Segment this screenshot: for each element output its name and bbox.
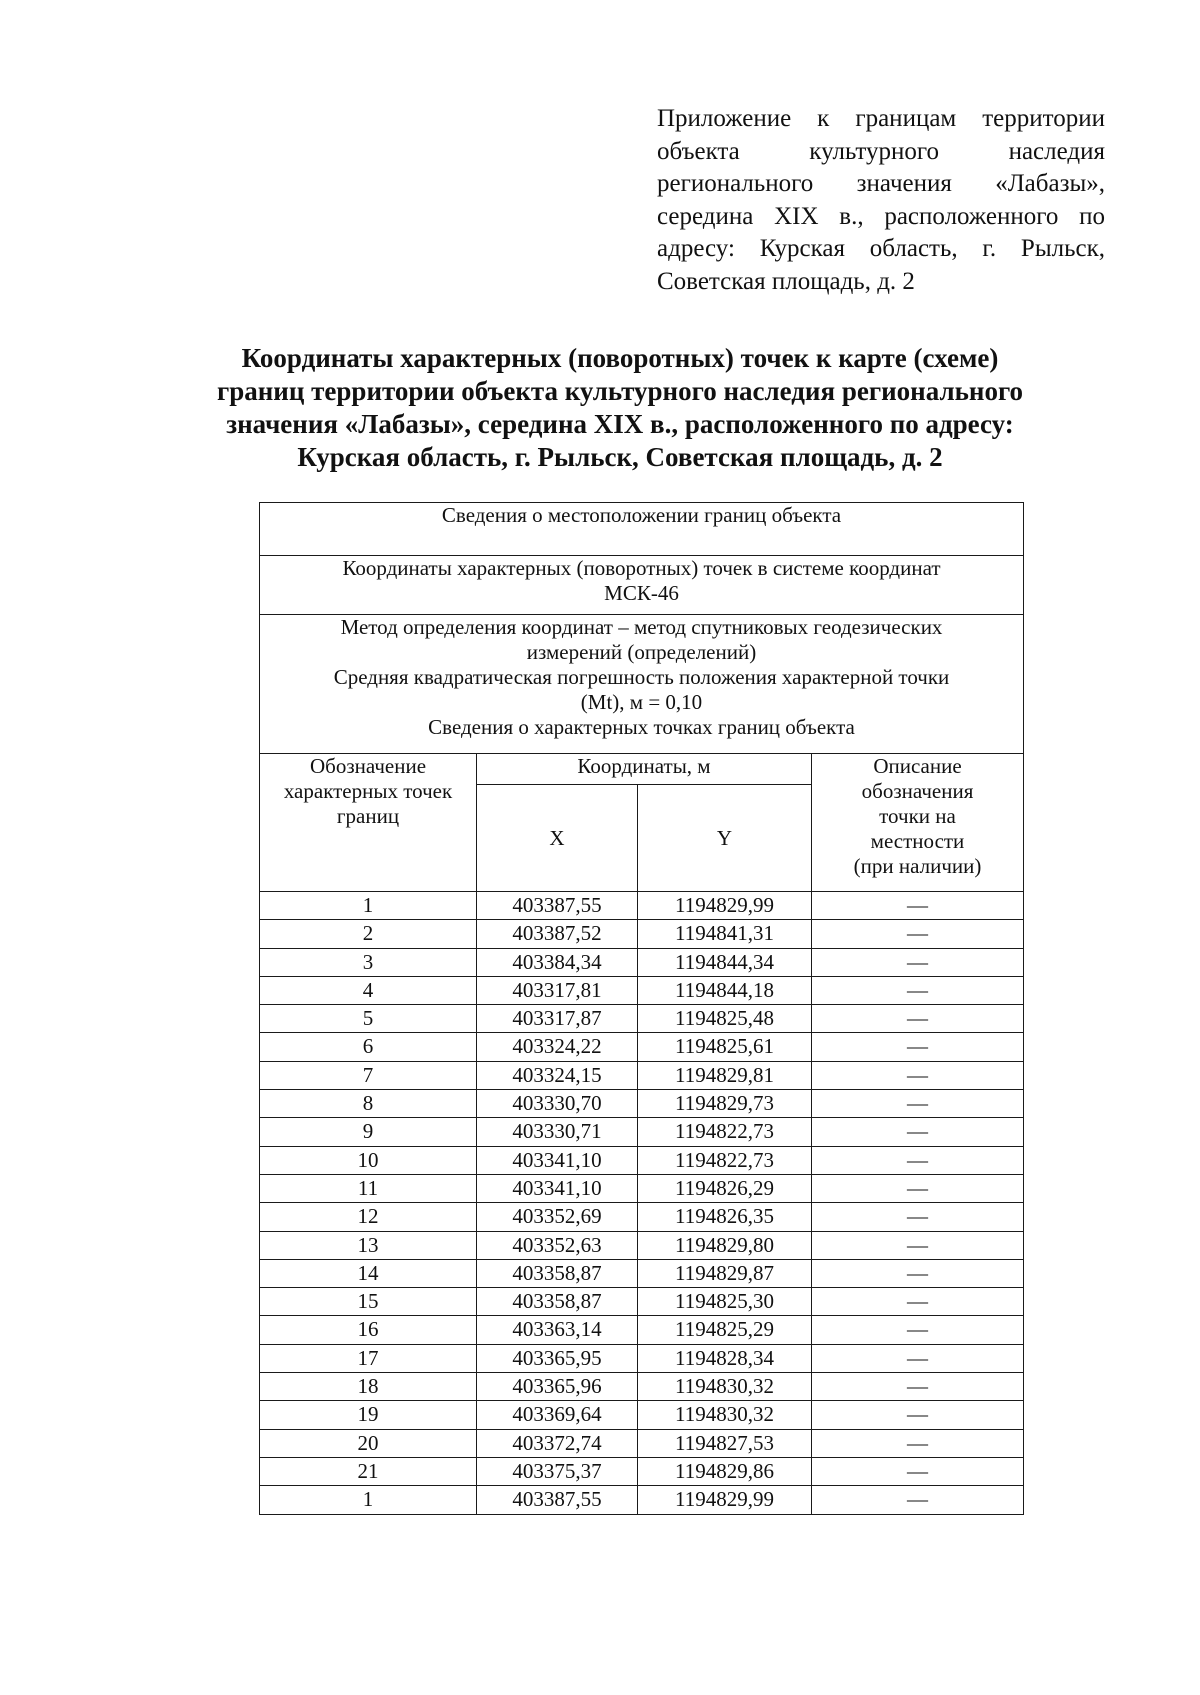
table-row bbox=[260, 1457, 1024, 1485]
coordinates-table bbox=[259, 502, 1024, 1515]
point-number-cell: 1 bbox=[260, 1486, 477, 1514]
x-coordinate-cell: 403324,15 bbox=[477, 1061, 638, 1089]
table-row bbox=[260, 1316, 1024, 1344]
table-row bbox=[260, 1401, 1024, 1429]
point-number-cell: 1 bbox=[260, 892, 477, 920]
table-row bbox=[260, 1005, 1024, 1033]
y-coordinate-cell: 1194828,34 bbox=[638, 1344, 812, 1372]
y-coordinate-cell: 1194829,81 bbox=[638, 1061, 812, 1089]
x-coordinate-cell: 403387,52 bbox=[477, 920, 638, 948]
x-coordinate-cell: 403369,64 bbox=[477, 1401, 638, 1429]
description-cell: — bbox=[812, 1203, 1024, 1231]
appendix-line: Советская площадь, д. 2 bbox=[657, 267, 915, 295]
table-row bbox=[260, 1090, 1024, 1118]
x-coordinate-cell: 403365,95 bbox=[477, 1344, 638, 1372]
point-number-cell: 8 bbox=[260, 1090, 477, 1118]
table-row bbox=[260, 1373, 1024, 1401]
x-coordinate-cell: 403375,37 bbox=[477, 1457, 638, 1485]
description-header-line: обозначения bbox=[861, 779, 974, 803]
x-coordinate-cell: 403363,14 bbox=[477, 1316, 638, 1344]
description-cell: — bbox=[812, 1033, 1024, 1061]
appendix-line: Приложение к границам территории bbox=[657, 105, 1105, 132]
point-number-cell: 10 bbox=[260, 1146, 477, 1174]
point-number-cell: 4 bbox=[260, 976, 477, 1004]
x-coordinate-cell: 403352,63 bbox=[477, 1231, 638, 1259]
method-line: Средняя квадратическая погрешность положения характерной точки bbox=[333, 665, 950, 689]
x-coordinate-cell: 403358,87 bbox=[477, 1259, 638, 1287]
description-header-line: (при наличии) bbox=[853, 854, 982, 878]
point-number-cell: 17 bbox=[260, 1344, 477, 1372]
y-coordinate-cell: 1194825,29 bbox=[638, 1316, 812, 1344]
method-line: Метод определения координат – метод спутниковых геодезических bbox=[340, 615, 943, 639]
table-row bbox=[260, 1174, 1024, 1202]
designation-header-line: границ bbox=[336, 804, 400, 828]
table-row bbox=[260, 1033, 1024, 1061]
column-header-row bbox=[260, 754, 1024, 785]
description-cell: — bbox=[812, 1118, 1024, 1146]
description-cell: — bbox=[812, 948, 1024, 976]
x-coordinate-cell: 403317,87 bbox=[477, 1005, 638, 1033]
description-cell: — bbox=[812, 1316, 1024, 1344]
description-cell: — bbox=[812, 1146, 1024, 1174]
table-row bbox=[260, 1429, 1024, 1457]
method-line: измерений (определений) bbox=[526, 640, 757, 664]
section-header-text: Сведения о местоположении границ объекта bbox=[441, 503, 842, 527]
y-coordinate-cell: 1194841,31 bbox=[638, 920, 812, 948]
x-coordinate-cell: 403384,34 bbox=[477, 948, 638, 976]
description-cell: — bbox=[812, 976, 1024, 1004]
description-cell: — bbox=[812, 1344, 1024, 1372]
y-header: Y bbox=[638, 785, 812, 892]
table-row bbox=[260, 1288, 1024, 1316]
table-row bbox=[260, 976, 1024, 1004]
section-header-row bbox=[260, 503, 1024, 556]
table-row bbox=[260, 1231, 1024, 1259]
table-row bbox=[260, 1146, 1024, 1174]
table-row bbox=[260, 948, 1024, 976]
x-coordinate-cell: 403341,10 bbox=[477, 1174, 638, 1202]
y-coordinate-cell: 1194822,73 bbox=[638, 1146, 812, 1174]
appendix-line: объекта культурного наследия bbox=[657, 137, 1105, 165]
point-number-cell: 18 bbox=[260, 1373, 477, 1401]
title-line: значения «Лабазы», середина XIX в., расположенного по адресу: bbox=[226, 409, 1014, 439]
section-header-cell bbox=[260, 503, 1024, 556]
title-line: границ территории объекта культурного наследия регионального bbox=[216, 376, 1024, 406]
description-cell: — bbox=[812, 1231, 1024, 1259]
system-header-line: МСК-46 bbox=[604, 581, 679, 605]
description-cell: — bbox=[812, 920, 1024, 948]
y-coordinate-cell: 1194829,80 bbox=[638, 1231, 812, 1259]
point-number-cell: 19 bbox=[260, 1401, 477, 1429]
point-number-cell: 9 bbox=[260, 1118, 477, 1146]
description-cell: — bbox=[812, 1061, 1024, 1089]
appendix-line: регионального значения «Лабазы», bbox=[657, 170, 1105, 197]
description-cell: — bbox=[812, 1486, 1024, 1514]
system-header-cell bbox=[260, 556, 1024, 615]
table-row bbox=[260, 1486, 1024, 1514]
document-title bbox=[190, 342, 1050, 474]
title-line: Координаты характерных (поворотных) точек к карте (схеме) bbox=[241, 343, 999, 373]
point-number-cell: 21 bbox=[260, 1457, 477, 1485]
description-cell: — bbox=[812, 1429, 1024, 1457]
y-coordinate-cell: 1194826,29 bbox=[638, 1174, 812, 1202]
y-coordinate-cell: 1194844,34 bbox=[638, 948, 812, 976]
y-coordinate-cell: 1194825,61 bbox=[638, 1033, 812, 1061]
x-coordinate-cell: 403324,22 bbox=[477, 1033, 638, 1061]
method-row bbox=[260, 615, 1024, 754]
y-coordinate-cell: 1194830,32 bbox=[638, 1401, 812, 1429]
designation-header bbox=[260, 754, 477, 892]
point-number-cell: 14 bbox=[260, 1259, 477, 1287]
point-number-cell: 5 bbox=[260, 1005, 477, 1033]
point-number-cell: 7 bbox=[260, 1061, 477, 1089]
description-header-line: точки на bbox=[879, 804, 956, 828]
description-cell: — bbox=[812, 1401, 1024, 1429]
x-header: X bbox=[477, 785, 638, 892]
point-number-cell: 20 bbox=[260, 1429, 477, 1457]
description-cell: — bbox=[812, 892, 1024, 920]
table-row bbox=[260, 1259, 1024, 1287]
designation-header-line: характерных точек bbox=[283, 779, 453, 803]
y-coordinate-cell: 1194829,99 bbox=[638, 892, 812, 920]
table-row bbox=[260, 1061, 1024, 1089]
description-header-line: местности bbox=[870, 829, 965, 853]
x-coordinate-cell: 403330,70 bbox=[477, 1090, 638, 1118]
y-coordinate-cell: 1194830,32 bbox=[638, 1373, 812, 1401]
method-cell bbox=[260, 615, 1024, 754]
point-number-cell: 12 bbox=[260, 1203, 477, 1231]
table-row bbox=[260, 892, 1024, 920]
appendix-note bbox=[657, 103, 1105, 298]
system-header-line: Координаты характерных (поворотных) точек в системе координат bbox=[342, 556, 941, 580]
designation-header-line: Обозначение bbox=[309, 754, 427, 778]
point-number-cell: 16 bbox=[260, 1316, 477, 1344]
point-number-cell: 11 bbox=[260, 1174, 477, 1202]
table-row bbox=[260, 1203, 1024, 1231]
description-cell: — bbox=[812, 1288, 1024, 1316]
appendix-line: адресу: Курская область, г. Рыльск, bbox=[657, 235, 1105, 262]
y-coordinate-cell: 1194826,35 bbox=[638, 1203, 812, 1231]
y-coordinate-cell: 1194829,99 bbox=[638, 1486, 812, 1514]
description-cell: — bbox=[812, 1259, 1024, 1287]
method-line: Сведения о характерных точках границ объекта bbox=[428, 715, 855, 739]
y-coordinate-cell: 1194825,30 bbox=[638, 1288, 812, 1316]
table-row bbox=[260, 1118, 1024, 1146]
description-cell: — bbox=[812, 1090, 1024, 1118]
y-coordinate-cell: 1194825,48 bbox=[638, 1005, 812, 1033]
y-coordinate-cell: 1194829,86 bbox=[638, 1457, 812, 1485]
point-number-cell: 3 bbox=[260, 948, 477, 976]
description-header bbox=[812, 754, 1024, 892]
table-row bbox=[260, 920, 1024, 948]
x-coordinate-cell: 403317,81 bbox=[477, 976, 638, 1004]
description-cell: — bbox=[812, 1457, 1024, 1485]
method-line: (Mt), м = 0,10 bbox=[580, 690, 703, 714]
point-number-cell: 15 bbox=[260, 1288, 477, 1316]
x-coordinate-cell: 403358,87 bbox=[477, 1288, 638, 1316]
y-coordinate-cell: 1194829,87 bbox=[638, 1259, 812, 1287]
coordinates-group-header: Координаты, м bbox=[477, 754, 812, 785]
description-cell: — bbox=[812, 1005, 1024, 1033]
x-coordinate-cell: 403352,69 bbox=[477, 1203, 638, 1231]
table-row bbox=[260, 1344, 1024, 1372]
description-cell: — bbox=[812, 1373, 1024, 1401]
x-coordinate-cell: 403372,74 bbox=[477, 1429, 638, 1457]
title-line: Курская область, г. Рыльск, Советская площадь, д. 2 bbox=[297, 442, 943, 472]
x-coordinate-cell: 403341,10 bbox=[477, 1146, 638, 1174]
x-coordinate-cell: 403387,55 bbox=[477, 1486, 638, 1514]
y-coordinate-cell: 1194829,73 bbox=[638, 1090, 812, 1118]
description-cell: — bbox=[812, 1174, 1024, 1202]
point-number-cell: 2 bbox=[260, 920, 477, 948]
point-number-cell: 6 bbox=[260, 1033, 477, 1061]
description-header-line: Описание bbox=[873, 754, 962, 778]
y-coordinate-cell: 1194822,73 bbox=[638, 1118, 812, 1146]
x-coordinate-cell: 403365,96 bbox=[477, 1373, 638, 1401]
system-header-row bbox=[260, 556, 1024, 615]
point-number-cell: 13 bbox=[260, 1231, 477, 1259]
x-coordinate-cell: 403330,71 bbox=[477, 1118, 638, 1146]
x-coordinate-cell: 403387,55 bbox=[477, 892, 638, 920]
y-coordinate-cell: 1194844,18 bbox=[638, 976, 812, 1004]
appendix-line: середина XIX в., расположенного по bbox=[657, 202, 1105, 230]
y-coordinate-cell: 1194827,53 bbox=[638, 1429, 812, 1457]
